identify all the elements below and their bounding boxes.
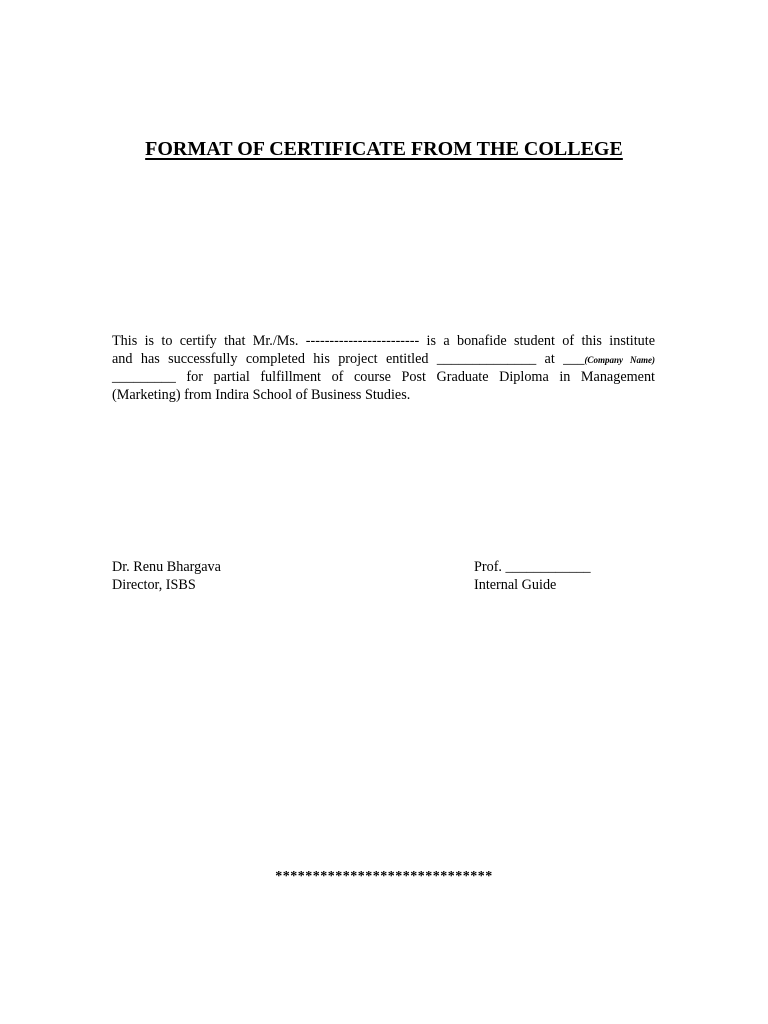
signatory-left bbox=[112, 558, 221, 594]
document-title: FORMAT OF CERTIFICATE FROM THE COLLEGE bbox=[145, 138, 623, 160]
footer-separator-stars: ***************************** bbox=[275, 869, 493, 884]
signatory-right bbox=[474, 558, 591, 594]
certificate-body bbox=[112, 333, 655, 404]
signatory-right-name: Prof. ____________ bbox=[474, 559, 591, 575]
company-name-note: (Company Name) bbox=[584, 354, 655, 365]
signatory-left-designation: Director, ISBS bbox=[112, 577, 196, 593]
signatory-left-name: Dr. Renu Bhargava bbox=[112, 559, 221, 575]
body-line-2-text: and has successfully completed his project entitled ______________ at ___ bbox=[112, 350, 585, 367]
signatory-right-designation: Internal Guide bbox=[474, 577, 557, 593]
body-line-3: _________ for partial fulfillment of course Post Graduate Diploma in Management bbox=[112, 369, 655, 385]
body-line-4: (Marketing) from Indira School of Business Studies. bbox=[112, 386, 411, 403]
body-line-1: This is to certify that Mr./Ms. ------------------------ is a bonafide student of this institute bbox=[112, 333, 655, 349]
body-line-2 bbox=[112, 351, 655, 370]
